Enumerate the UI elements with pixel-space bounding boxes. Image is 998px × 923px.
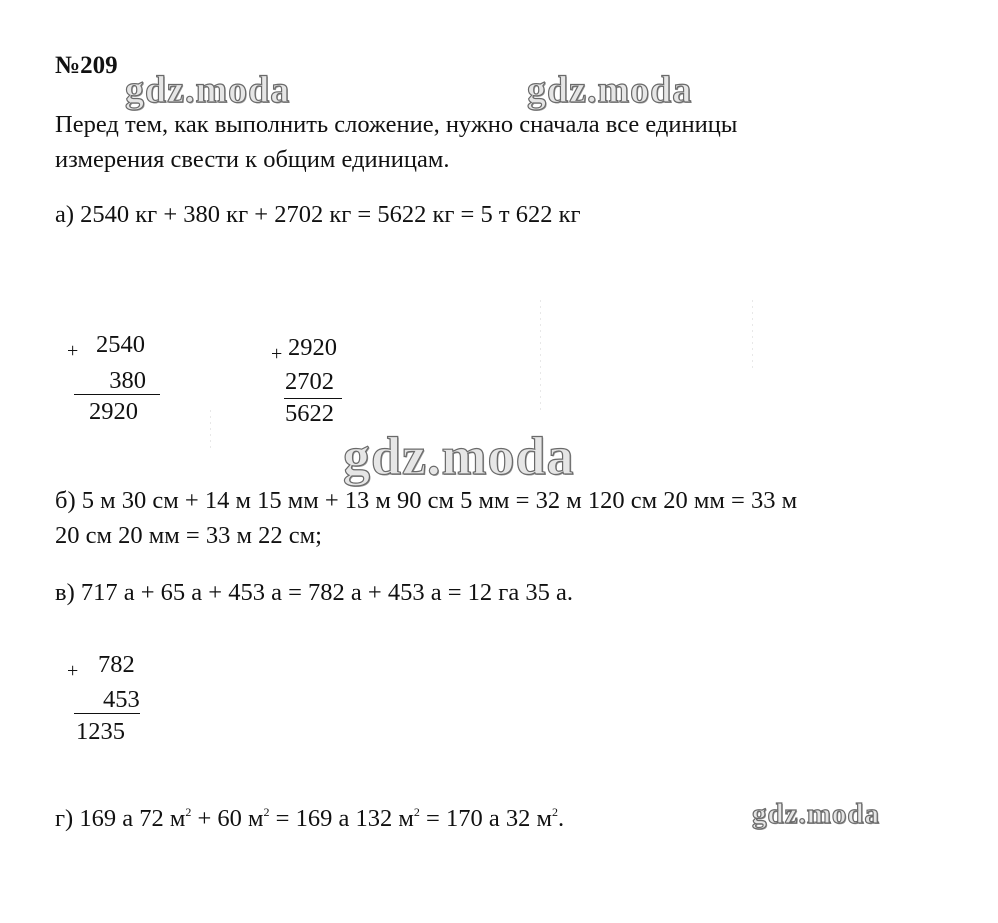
exponent: 2 [185,805,192,819]
plus-sign: + [67,660,79,682]
intro-line-2: измерения свести к общим единицам. [55,146,450,173]
part-g-seg-3: = 169 а 132 м [269,805,414,832]
sum-line [284,398,342,399]
exponent: 2 [263,805,270,819]
part-g-seg-2: + 60 м [191,805,264,832]
part-b-line-2: 20 см 20 мм = 33 м 22 см; [55,522,322,549]
addend-2: 453 [103,686,140,713]
part-g-end: . [557,805,565,832]
addend-2: 380 [109,367,146,394]
addend-1: 782 [98,651,135,678]
watermark: gdz.moda [343,426,575,486]
sum-line [74,713,140,714]
scan-artifact [210,410,211,450]
watermark: gdz.moda [125,69,291,111]
part-a-equation: а) 2540 кг + 380 кг + 2702 кг = 5622 кг = 5 т 622 кг [55,201,581,228]
sum-line [74,394,160,395]
part-g-seg-4: = 170 а 32 м [419,805,552,832]
part-b-line-1: б) 5 м 30 см + 14 м 15 мм + 13 м 90 см 5 мм = 32 м 120 см 20 мм = 33 м [55,487,798,514]
exponent: 2 [413,805,420,819]
exponent: 2 [551,805,558,819]
scan-artifact [752,300,753,370]
sum: 1235 [76,718,125,745]
addend-2: 2702 [285,368,334,395]
addend-1: 2540 [96,331,145,358]
scan-artifact [540,300,541,410]
plus-sign: + [271,343,283,365]
problem-number: №209 [55,52,118,79]
watermark: gdz.moda [527,69,693,111]
watermark: gdz.moda [752,798,881,830]
sum: 5622 [285,400,334,427]
sum: 2920 [89,398,138,425]
intro-line-1: Перед тем, как выполнить сложение, нужно сначала все единицы [55,111,738,138]
addend-1: 2920 [288,334,337,361]
part-g-seg-1: г) 169 а 72 м [55,805,186,832]
part-g-equation [55,802,564,836]
part-v-equation: в) 717 а + 65 а + 453 а = 782 а + 453 а = 12 га 35 а. [55,579,573,606]
plus-sign: + [67,340,79,362]
